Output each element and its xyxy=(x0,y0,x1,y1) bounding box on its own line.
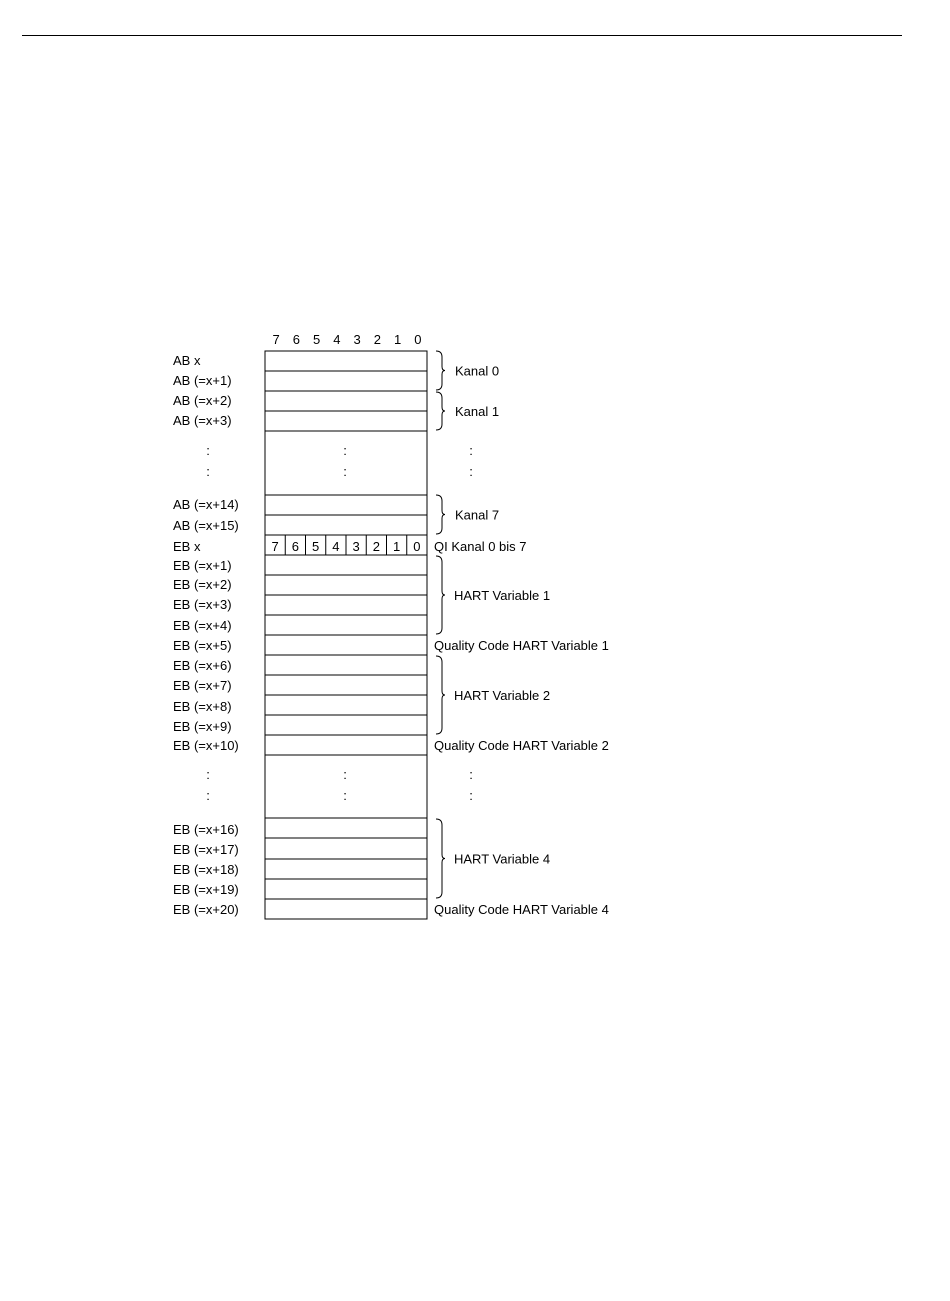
group-label: Kanal 1 xyxy=(455,404,500,419)
byte-cell xyxy=(265,899,427,919)
group-label: HART Variable 4 xyxy=(454,851,551,867)
group-label: HART Variable 2 xyxy=(454,688,551,703)
byte-boxes xyxy=(265,351,427,919)
ellipsis-mark: : xyxy=(343,443,347,458)
byte-cell xyxy=(265,495,427,515)
address-label: EB (=x+7) xyxy=(173,678,232,693)
side-label: Quality Code HART Variable 2 xyxy=(434,738,609,753)
bit-label: 4 xyxy=(332,539,340,554)
ellipsis-mark: : xyxy=(343,767,347,782)
bit-label: 7 xyxy=(271,539,279,554)
address-label: AB (=x+15) xyxy=(173,518,239,533)
address-label: AB (=x+3) xyxy=(173,413,232,428)
group-label: HART Variable 1 xyxy=(454,588,551,603)
group-brace xyxy=(436,556,445,634)
bit-label: 0 xyxy=(413,539,421,554)
byte-cell xyxy=(265,735,427,755)
address-label: AB x xyxy=(173,353,201,368)
address-label: EB (=x+10) xyxy=(173,738,239,753)
byte-cell xyxy=(265,715,427,735)
address-label: EB (=x+6) xyxy=(173,658,232,673)
group-brace xyxy=(436,392,445,430)
address-label: AB (=x+14) xyxy=(173,497,239,512)
byte-cell xyxy=(265,859,427,879)
byte-cell xyxy=(265,879,427,899)
address-label: EB (=x+17) xyxy=(173,842,239,857)
bit-header-label: 0 xyxy=(414,332,422,347)
group-braces xyxy=(436,351,550,898)
byte-cell xyxy=(265,371,427,391)
bit-label: 1 xyxy=(393,539,401,554)
byte-cell xyxy=(265,838,427,859)
address-labels xyxy=(173,353,239,917)
bit-label: 3 xyxy=(352,539,360,554)
address-label: EB (=x+19) xyxy=(173,882,239,897)
ellipsis-mark: : xyxy=(343,788,347,803)
ellipsis-mark: : xyxy=(206,788,210,803)
side-label: Quality Code HART Variable 4 xyxy=(434,902,609,917)
bit-header-label: 1 xyxy=(394,332,402,347)
byte-cell xyxy=(265,515,427,535)
ellipsis-mark: : xyxy=(206,767,210,782)
byte-cell xyxy=(265,818,427,838)
address-label: EB (=x+5) xyxy=(173,638,232,653)
address-label: EB (=x+3) xyxy=(173,597,232,612)
ellipsis-mark: : xyxy=(469,443,473,458)
address-label: EB (=x+9) xyxy=(173,719,232,734)
byte-cell xyxy=(265,351,427,371)
ellipsis-mark: : xyxy=(343,464,347,479)
byte-cell xyxy=(265,655,427,675)
ellipsis-mark: : xyxy=(206,464,210,479)
bit-label: 5 xyxy=(312,539,320,554)
ellipsis-marks xyxy=(206,443,473,803)
group-brace xyxy=(436,819,445,898)
address-label: EB (=x+20) xyxy=(173,902,239,917)
group-label: Kanal 0 xyxy=(455,363,500,379)
address-label: EB x xyxy=(173,539,201,554)
byte-cell xyxy=(265,391,427,411)
ellipsis-mark: : xyxy=(206,443,210,458)
address-label: EB (=x+8) xyxy=(173,699,232,714)
bit-label: 6 xyxy=(291,539,299,554)
bit-header-label: 3 xyxy=(353,332,361,347)
byte-cell xyxy=(265,635,427,655)
ellipsis-mark: : xyxy=(469,767,473,782)
side-label: Quality Code HART Variable 1 xyxy=(434,638,609,653)
address-label: EB (=x+1) xyxy=(173,558,232,573)
byte-cell xyxy=(265,411,427,431)
side-label: QI Kanal 0 bis 7 xyxy=(434,539,527,554)
bit-header-label: 2 xyxy=(373,332,381,347)
group-label: Kanal 7 xyxy=(455,507,500,523)
bit-header-label: 5 xyxy=(313,332,321,347)
ellipsis-mark: : xyxy=(469,464,473,479)
address-label: EB (=x+16) xyxy=(173,822,239,837)
byte-cell xyxy=(265,615,427,635)
ellipsis-mark: : xyxy=(469,788,473,803)
address-label: EB (=x+4) xyxy=(173,618,232,633)
address-label: AB (=x+2) xyxy=(173,393,232,408)
group-brace xyxy=(436,495,445,534)
bit-header-label: 6 xyxy=(292,332,300,347)
byte-cell xyxy=(265,575,427,595)
group-brace xyxy=(436,656,445,734)
byte-cell xyxy=(265,555,427,575)
bit-header xyxy=(273,332,422,347)
bit-header-label: 4 xyxy=(333,332,341,347)
address-label: AB (=x+1) xyxy=(173,373,232,388)
group-brace xyxy=(436,351,445,390)
byte-cell xyxy=(265,595,427,615)
address-label: EB (=x+2) xyxy=(173,577,232,592)
bit-label: 2 xyxy=(372,539,380,554)
address-label: EB (=x+18) xyxy=(173,862,239,877)
byte-cell xyxy=(265,675,427,695)
bit-header-label: 7 xyxy=(272,332,280,347)
byte-cell xyxy=(265,695,427,715)
